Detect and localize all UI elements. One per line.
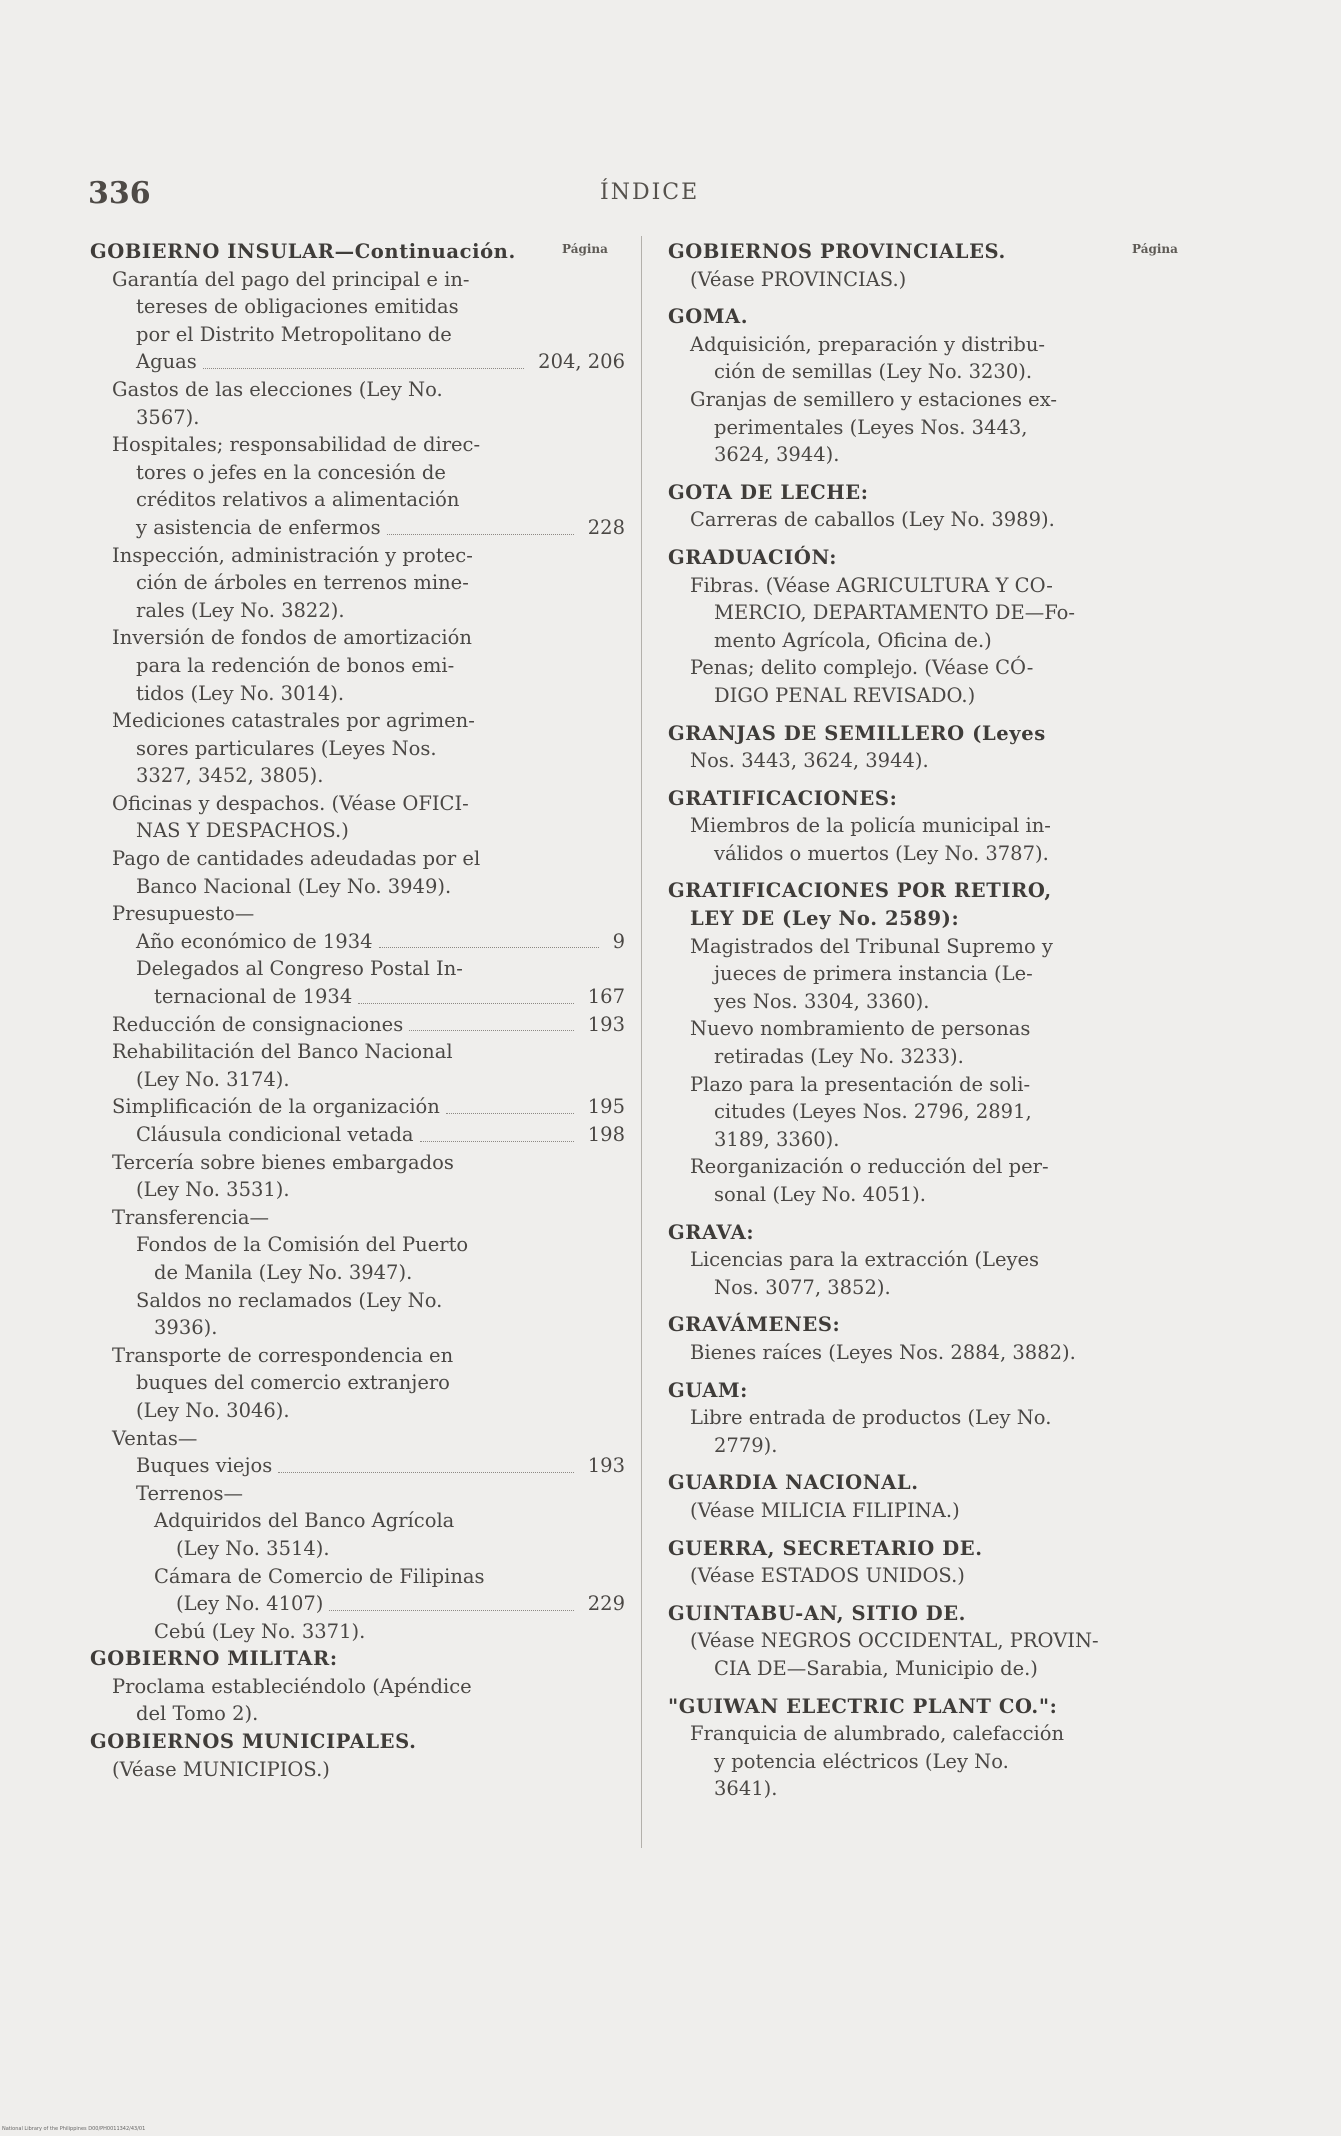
entry-text: 2779). bbox=[714, 1433, 778, 1457]
entry-text: jueces de primera instancia (Le- bbox=[714, 962, 1033, 986]
entry-text: MERCIO, DEPARTAMENTO DE—Fo- bbox=[714, 601, 1076, 625]
entry-text: Buques viejos bbox=[136, 1454, 273, 1478]
entry-text: (Véase NEGROS OCCIDENTAL, PROVIN- bbox=[690, 1629, 1099, 1653]
heading-text: "GUIWAN ELECTRIC PLANT CO.": bbox=[668, 1694, 1058, 1718]
index-heading bbox=[668, 238, 1120, 266]
index-heading bbox=[90, 1728, 625, 1756]
index-entry bbox=[668, 358, 1120, 386]
index-entry bbox=[90, 873, 625, 901]
entry-text: Tercería sobre bienes embargados bbox=[112, 1150, 454, 1174]
entry-text: Nuevo nombramiento de personas bbox=[690, 1017, 1031, 1041]
index-entry bbox=[90, 1121, 625, 1149]
dot-leader bbox=[446, 1113, 574, 1114]
index-heading bbox=[668, 1311, 1120, 1339]
entry-gap bbox=[668, 1459, 1120, 1469]
index-entry bbox=[668, 1126, 1120, 1154]
index-entry bbox=[90, 1507, 625, 1535]
index-entry bbox=[90, 321, 625, 349]
entry-text: Penas; delito complejo. (Véase CÓ- bbox=[690, 656, 1034, 680]
entry-text: Adquisición, preparación y distribu- bbox=[690, 332, 1045, 356]
heading-text: GOMA. bbox=[668, 305, 749, 329]
index-entry bbox=[90, 680, 625, 708]
entry-gap bbox=[668, 1209, 1120, 1219]
index-heading bbox=[668, 479, 1120, 507]
entry-text: Ventas— bbox=[112, 1426, 198, 1450]
entry-text: del Tomo 2). bbox=[136, 1702, 259, 1726]
index-entry bbox=[668, 414, 1120, 442]
entry-gap bbox=[668, 293, 1120, 303]
entry-text: Inspección, administración y protec- bbox=[112, 543, 473, 567]
entry-text: 3567). bbox=[136, 405, 200, 429]
entry-text: créditos relativos a alimentación bbox=[136, 488, 460, 512]
entry-text: Rehabilitación del Banco Nacional bbox=[112, 1040, 453, 1064]
entry-text: Aguas bbox=[136, 350, 197, 374]
index-entry bbox=[90, 569, 625, 597]
entry-text: Nos. 3443, 3624, 3944). bbox=[690, 749, 929, 773]
index-entry bbox=[90, 735, 625, 763]
entry-text: Plazo para la presentación de soli- bbox=[690, 1072, 1031, 1096]
index-entry bbox=[90, 1673, 625, 1701]
entry-text: ción de árboles en terrenos mine- bbox=[136, 571, 469, 595]
heading-text: GRADUACIÓN: bbox=[668, 545, 837, 569]
dot-leader bbox=[358, 1003, 574, 1004]
index-entry bbox=[90, 1618, 625, 1646]
entry-text: Mediciones catastrales por agrimen- bbox=[112, 709, 475, 733]
entry-text: Reducción de consignaciones bbox=[112, 1012, 404, 1036]
index-entry bbox=[668, 1274, 1120, 1302]
index-entry bbox=[90, 514, 625, 542]
index-entry bbox=[90, 597, 625, 625]
heading-text: GOBIERNOS PROVINCIALES. bbox=[668, 240, 1006, 263]
index-entry bbox=[90, 983, 625, 1011]
entry-text: Nos. 3077, 3852). bbox=[714, 1275, 891, 1299]
entry-text: citudes (Leyes Nos. 2796, 2891, bbox=[714, 1100, 1032, 1124]
heading-text: GRATIFICACIONES POR RETIRO, bbox=[668, 879, 1052, 903]
entry-text: (Ley No. 3514). bbox=[176, 1536, 330, 1560]
index-entry bbox=[90, 1314, 625, 1342]
index-entry bbox=[90, 1535, 625, 1563]
index-entry bbox=[668, 599, 1120, 627]
entry-text: rales (Ley No. 3822). bbox=[136, 598, 345, 622]
entry-text: y potencia eléctricos (Ley No. bbox=[714, 1749, 1009, 1773]
index-entry bbox=[668, 960, 1120, 988]
index-entry bbox=[668, 1432, 1120, 1460]
index-entry bbox=[90, 1590, 625, 1618]
dot-leader bbox=[409, 1030, 574, 1031]
entry-text: Transporte de correspondencia en bbox=[112, 1343, 454, 1367]
index-entry bbox=[668, 506, 1120, 534]
page-number: 336 bbox=[88, 176, 151, 211]
index-entry bbox=[90, 459, 625, 487]
entry-text: Fondos de la Comisión del Puerto bbox=[136, 1233, 469, 1257]
index-entry bbox=[668, 1655, 1120, 1683]
entry-text: (Ley No. 4107) bbox=[176, 1592, 324, 1616]
index-entry bbox=[90, 652, 625, 680]
index-entry bbox=[90, 376, 625, 404]
index-entry bbox=[668, 331, 1120, 359]
index-entry bbox=[668, 1775, 1120, 1803]
heading-text: GUINTABU-AN, SITIO DE. bbox=[668, 1601, 967, 1625]
dot-leader bbox=[387, 534, 574, 535]
entry-text: 3641). bbox=[714, 1777, 778, 1801]
entry-text: Transferencia— bbox=[112, 1205, 269, 1229]
index-entry bbox=[90, 1700, 625, 1728]
index-entry bbox=[90, 1563, 625, 1591]
index-entry bbox=[90, 790, 625, 818]
index-entry bbox=[90, 1452, 625, 1480]
index-entry bbox=[90, 1149, 625, 1177]
heading-text: GOBIERNO INSULAR—Continuación. bbox=[90, 240, 516, 263]
index-entry bbox=[668, 812, 1120, 840]
index-entry bbox=[90, 1397, 625, 1425]
index-heading bbox=[668, 544, 1120, 572]
entry-text: 3327, 3452, 3805). bbox=[136, 764, 324, 788]
index-entry bbox=[90, 1756, 625, 1784]
entry-text: (Véase ESTADOS UNIDOS.) bbox=[690, 1564, 965, 1588]
index-entry bbox=[668, 682, 1120, 710]
entry-text: Simplificación de la organización bbox=[112, 1095, 440, 1119]
index-entry bbox=[90, 1038, 625, 1066]
index-entry bbox=[90, 762, 625, 790]
entry-text: Terrenos— bbox=[136, 1481, 244, 1505]
heading-text: LEY DE (Ley No. 2589): bbox=[690, 907, 960, 931]
index-heading bbox=[90, 1645, 625, 1673]
index-entry bbox=[90, 624, 625, 652]
entry-text: DIGO PENAL REVISADO.) bbox=[714, 683, 976, 707]
index-entry bbox=[668, 1071, 1120, 1099]
entry-text: Cámara de Comercio de Filipinas bbox=[154, 1564, 485, 1588]
entry-text: Cláusula condicional vetada bbox=[136, 1123, 414, 1146]
index-entry bbox=[668, 1043, 1120, 1071]
index-entry bbox=[668, 386, 1120, 414]
entry-text: por el Distrito Metropolitano de bbox=[136, 322, 452, 346]
entry-text: de Manila (Ley No. 3947). bbox=[154, 1260, 413, 1284]
entry-text: ción de semillas (Ley No. 3230). bbox=[714, 360, 1033, 384]
entry-text: CIA DE—Sarabia, Municipio de.) bbox=[714, 1656, 1038, 1680]
index-entry bbox=[90, 1259, 625, 1287]
entry-text: mento Agrícola, Oficina de.) bbox=[714, 628, 992, 652]
index-entry bbox=[668, 1246, 1120, 1274]
entry-text: Bienes raíces (Leyes Nos. 2884, 3882). bbox=[690, 1340, 1076, 1364]
index-entry bbox=[90, 1342, 625, 1370]
column-divider bbox=[641, 236, 642, 1848]
index-entry bbox=[90, 404, 625, 432]
entry-text: Miembros de la policía municipal in- bbox=[690, 814, 1051, 838]
index-heading bbox=[668, 720, 1120, 748]
dot-leader bbox=[379, 947, 599, 948]
heading-text: GUARDIA NACIONAL. bbox=[668, 1471, 919, 1495]
page-reference: 198 bbox=[587, 1123, 625, 1146]
index-entry bbox=[668, 1181, 1120, 1209]
entry-text: (Véase MUNICIPIOS.) bbox=[112, 1757, 330, 1781]
entry-gap bbox=[668, 1301, 1120, 1311]
entry-text: para la redención de bonos emi- bbox=[136, 653, 455, 677]
entry-text: 3189, 3360). bbox=[714, 1127, 840, 1151]
index-entry bbox=[668, 572, 1120, 600]
dot-leader bbox=[329, 1610, 573, 1611]
index-heading bbox=[668, 1600, 1120, 1628]
index-entry bbox=[668, 1748, 1120, 1776]
right-index-column bbox=[668, 238, 1120, 1803]
entry-text: NAS Y DESPACHOS.) bbox=[136, 819, 349, 843]
entry-text: Año económico de 1934 bbox=[136, 929, 373, 953]
entry-text: (Véase MILICIA FILIPINA.) bbox=[690, 1498, 960, 1522]
index-entry bbox=[668, 441, 1120, 469]
entry-text: Proclama estableciéndolo (Apéndice bbox=[112, 1674, 472, 1698]
heading-text: GOTA DE LECHE: bbox=[668, 480, 869, 504]
index-entry bbox=[90, 431, 625, 459]
entry-text: válidos o muertos (Ley No. 3787). bbox=[714, 841, 1049, 865]
entry-text: ternacional de 1934 bbox=[154, 985, 353, 1009]
entry-text: Reorganización o reducción del per- bbox=[690, 1155, 1049, 1179]
index-entry bbox=[668, 1153, 1120, 1181]
entry-text: tereses de obligaciones emitidas bbox=[136, 295, 459, 319]
index-entry bbox=[90, 1425, 625, 1453]
index-entry bbox=[668, 266, 1120, 294]
index-heading bbox=[668, 303, 1120, 331]
page-reference: 228 bbox=[587, 515, 625, 539]
index-entry bbox=[90, 1287, 625, 1315]
entry-text: Pago de cantidades adeudadas por el bbox=[112, 847, 481, 871]
heading-text: GOBIERNO MILITAR: bbox=[90, 1647, 338, 1671]
entry-text: Libre entrada de productos (Ley No. bbox=[690, 1406, 1052, 1430]
index-entry bbox=[90, 900, 625, 928]
entry-text: Magistrados del Tribunal Supremo y bbox=[690, 934, 1053, 958]
running-head: ÍNDICE bbox=[600, 180, 700, 205]
entry-gap bbox=[668, 775, 1120, 785]
entry-text: Granjas de semillero y estaciones ex- bbox=[690, 387, 1057, 411]
page-reference: 193 bbox=[587, 1012, 625, 1036]
entry-text: (Véase PROVINCIAS.) bbox=[690, 267, 907, 291]
entry-text: y asistencia de enfermos bbox=[136, 515, 381, 539]
index-entry bbox=[90, 266, 625, 294]
heading-text: GUAM: bbox=[668, 1378, 748, 1402]
entry-text: sonal (Ley No. 4051). bbox=[714, 1183, 926, 1206]
index-heading bbox=[668, 1219, 1120, 1247]
left-index-column bbox=[90, 238, 625, 1783]
entry-gap bbox=[668, 867, 1120, 877]
index-entry bbox=[668, 1562, 1120, 1590]
index-entry bbox=[668, 933, 1120, 961]
entry-text: Licencias para la extracción (Leyes bbox=[690, 1248, 1040, 1272]
page-reference: 229 bbox=[587, 1592, 625, 1616]
index-entry bbox=[668, 1497, 1120, 1525]
entry-text: tidos (Ley No. 3014). bbox=[136, 681, 345, 705]
entry-text: Hospitales; responsabilidad de direc- bbox=[112, 433, 481, 457]
entry-text: Banco Nacional (Ley No. 3949). bbox=[136, 874, 452, 898]
index-entry bbox=[668, 654, 1120, 682]
dot-leader bbox=[420, 1141, 574, 1142]
entry-gap bbox=[668, 469, 1120, 479]
heading-text: GRAVÁMENES: bbox=[668, 1313, 841, 1337]
dot-leader bbox=[203, 368, 524, 369]
entry-text: Saldos no reclamados (Ley No. bbox=[136, 1288, 443, 1312]
index-entry bbox=[90, 1204, 625, 1232]
entry-text: Fibras. (Véase AGRICULTURA Y CO- bbox=[690, 573, 1053, 597]
pagina-label-right: Página bbox=[1132, 242, 1178, 256]
heading-text: GOBIERNOS MUNICIPALES. bbox=[90, 1730, 417, 1754]
page-reference: 204, 206 bbox=[538, 350, 625, 374]
entry-gap bbox=[668, 534, 1120, 544]
index-entry bbox=[90, 1011, 625, 1039]
entry-gap bbox=[668, 710, 1120, 720]
index-entry bbox=[90, 1231, 625, 1259]
index-entry bbox=[90, 955, 625, 983]
index-entry bbox=[90, 486, 625, 514]
index-entry bbox=[90, 1480, 625, 1508]
index-heading bbox=[668, 905, 1120, 933]
page-reference: 195 bbox=[587, 1095, 625, 1119]
index-entry bbox=[668, 1404, 1120, 1432]
index-entry bbox=[90, 1066, 625, 1094]
index-entry bbox=[668, 747, 1120, 775]
index-entry bbox=[668, 1627, 1120, 1655]
index-entry bbox=[668, 1720, 1120, 1748]
index-heading bbox=[668, 1469, 1120, 1497]
index-entry bbox=[90, 1369, 625, 1397]
entry-text: Cebú (Ley No. 3371). bbox=[154, 1619, 366, 1643]
entry-gap bbox=[668, 1525, 1120, 1535]
index-entry bbox=[90, 845, 625, 873]
page-reference: 167 bbox=[587, 985, 625, 1009]
entry-text: (Ley No. 3046). bbox=[136, 1398, 290, 1422]
entry-text: (Ley No. 3174). bbox=[136, 1067, 290, 1091]
entry-text: Gastos de las elecciones (Ley No. bbox=[112, 377, 443, 401]
heading-text: GRATIFICACIONES: bbox=[668, 786, 898, 810]
page-reference: 193 bbox=[587, 1454, 625, 1478]
index-entry bbox=[90, 1176, 625, 1204]
entry-text: tores o jefes en la concesión de bbox=[136, 460, 446, 484]
entry-text: buques del comercio extranjero bbox=[136, 1371, 450, 1395]
entry-text: retiradas (Ley No. 3233). bbox=[714, 1045, 964, 1069]
page-reference: 9 bbox=[612, 929, 625, 953]
footer-credit: National Library of the Philippines D00/PH0011342/43/01 bbox=[2, 2126, 146, 2132]
entry-text: Delegados al Congreso Postal In- bbox=[136, 957, 463, 981]
index-entry bbox=[668, 627, 1120, 655]
dot-leader bbox=[278, 1472, 574, 1473]
entry-text: perimentales (Leyes Nos. 3443, bbox=[714, 415, 1028, 439]
index-heading bbox=[668, 1535, 1120, 1563]
entry-text: 3936). bbox=[154, 1316, 218, 1340]
heading-text: GRAVA: bbox=[668, 1220, 755, 1244]
index-entry bbox=[668, 840, 1120, 868]
index-entry bbox=[90, 707, 625, 735]
index-entry bbox=[90, 348, 625, 376]
entry-text: Inversión de fondos de amortización bbox=[112, 626, 472, 650]
entry-gap bbox=[668, 1590, 1120, 1600]
index-heading bbox=[668, 1377, 1120, 1405]
entry-gap bbox=[668, 1683, 1120, 1693]
index-entry bbox=[90, 817, 625, 845]
heading-text: GUERRA, SECRETARIO DE. bbox=[668, 1536, 983, 1560]
entry-text: (Ley No. 3531). bbox=[136, 1178, 290, 1202]
index-entry bbox=[90, 1093, 625, 1121]
heading-text: GRANJAS DE SEMILLERO (Leyes bbox=[668, 721, 1046, 745]
entry-text: Adquiridos del Banco Agrícola bbox=[154, 1509, 455, 1533]
index-heading bbox=[668, 1693, 1120, 1721]
index-entry bbox=[668, 1098, 1120, 1126]
pagina-label-left: Página bbox=[562, 242, 608, 256]
index-heading bbox=[668, 785, 1120, 813]
index-heading bbox=[668, 877, 1120, 905]
entry-text: Oficinas y despachos. (Véase OFICI- bbox=[112, 791, 469, 815]
entry-text: Presupuesto— bbox=[112, 902, 255, 926]
index-entry bbox=[668, 1339, 1120, 1367]
entry-text: 3624, 3944). bbox=[714, 443, 840, 467]
entry-text: Carreras de caballos (Ley No. 3989). bbox=[690, 508, 1055, 532]
entry-gap bbox=[668, 1367, 1120, 1377]
entry-text: Garantía del pago del principal e in- bbox=[112, 267, 470, 291]
index-entry bbox=[90, 928, 625, 956]
index-heading bbox=[90, 238, 625, 266]
entry-text: Franquicia de alumbrado, calefacción bbox=[690, 1722, 1065, 1746]
entry-text: sores particulares (Leyes Nos. bbox=[136, 736, 437, 760]
index-entry bbox=[90, 293, 625, 321]
index-entry bbox=[668, 988, 1120, 1016]
index-entry bbox=[90, 542, 625, 570]
index-entry bbox=[668, 1015, 1120, 1043]
entry-text: yes Nos. 3304, 3360). bbox=[714, 989, 930, 1013]
